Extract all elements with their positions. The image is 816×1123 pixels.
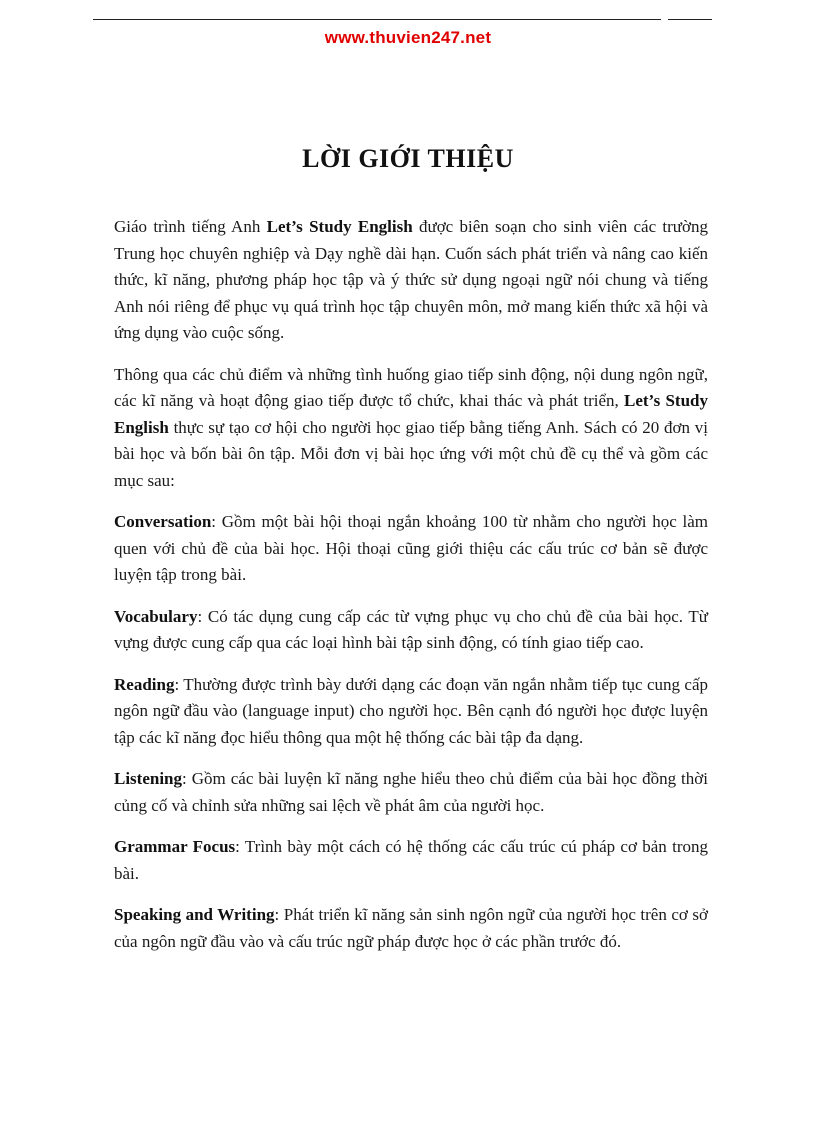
section-speaking-writing	[114, 902, 708, 955]
book-title: Let’s Study English	[266, 217, 413, 236]
section-term: Grammar Focus	[114, 837, 236, 856]
section-description: Thường được trình bày dưới dạng các đoạn văn ngắn nhằm tiếp tục cung cấp ngôn ngữ đầu vào (language input) cho người học. Bên cạnh đó người học được luyện tập các kĩ năng đọc hiểu thông qua một hệ thống các bài tập đa dạng.	[114, 674, 708, 747]
section-separator: :	[235, 837, 245, 856]
section-description: Gồm các bài luyện kĩ năng nghe hiểu theo chủ điểm của bài học đồng thời củng cố và chỉnh sửa những sai lệch về phát âm của người học.	[114, 769, 708, 815]
section-description: Có tác dụng cung cấp các từ vựng phục vụ cho chủ đề của bài học. Từ vựng được cung cấp qua các loại hình bài tập sinh động, có tính giao tiếp cao.	[114, 606, 708, 652]
intro-paragraph-2	[114, 362, 708, 495]
section-description: Trình bày một cách có hệ thống các cấu trúc cú pháp cơ bản trong bài.	[114, 837, 708, 883]
header-rule-short	[668, 19, 712, 20]
section-vocabulary	[114, 604, 708, 657]
section-description: Phát triển kĩ năng sản sinh ngôn ngữ của người học trên cơ sở của ngôn ngữ đầu vào và cấu trúc ngữ pháp được học ở các phần trước đó.	[114, 905, 708, 951]
section-separator: :	[274, 905, 284, 924]
introduction-body	[114, 214, 708, 970]
section-term: Reading	[114, 674, 175, 694]
section-reading	[114, 672, 708, 752]
section-separator: :	[211, 512, 222, 531]
section-listening	[114, 766, 708, 819]
section-term: Vocabulary	[114, 606, 198, 626]
intro-text: Giáo trình tiếng Anh	[114, 217, 267, 236]
section-separator: :	[174, 674, 184, 694]
section-separator: :	[197, 606, 208, 626]
section-separator: :	[182, 769, 192, 788]
section-conversation	[114, 509, 708, 589]
section-grammar-focus	[114, 834, 708, 887]
intro-text: Thông qua các chủ điểm và những tình huống giao tiếp sinh động, nội dung ngôn ngữ, các kĩ năng và hoạt động giao tiếp được tổ chức, khai thác và phát triển,	[114, 364, 708, 410]
page-title: LỜI GIỚI THIỆU	[302, 144, 514, 173]
intro-paragraph-1	[114, 214, 708, 347]
source-watermark: www.thuvien247.net	[324, 28, 492, 47]
section-description: Gồm một bài hội thoại ngắn khoảng 100 từ nhằm cho người học làm quen với chủ đề của bài học. Hội thoại cũng giới thiệu các cấu trúc cơ bản sẽ được luyện tập trong bài.	[114, 512, 708, 584]
section-term: Listening	[114, 769, 183, 788]
book-title: Let’s Study English	[114, 391, 708, 437]
section-term: Speaking and Writing	[114, 905, 275, 924]
intro-text: thực sự tạo cơ hội cho người học giao tiếp bằng tiếng Anh. Sách có 20 đơn vị bài học và bốn bài ôn tập. Mỗi đơn vị bài học ứng với một chủ đề cụ thể và gồm các mục sau:	[114, 417, 708, 490]
intro-text: được biên soạn cho sinh viên các trường Trung học chuyên nghiệp và Dạy nghề dài hạn. Cuốn sách phát triển và nâng cao kiến thức, kĩ năng, phương pháp học tập và ý thức sử dụng ngoại ngữ nói chung và tiếng Anh nói riêng để phục vụ quá trình học tập chuyên môn, mở mang kiến thức xã hội và ứng dụng vào cuộc sống.	[114, 217, 708, 342]
section-term: Conversation	[114, 512, 212, 531]
header-rule	[93, 19, 661, 20]
